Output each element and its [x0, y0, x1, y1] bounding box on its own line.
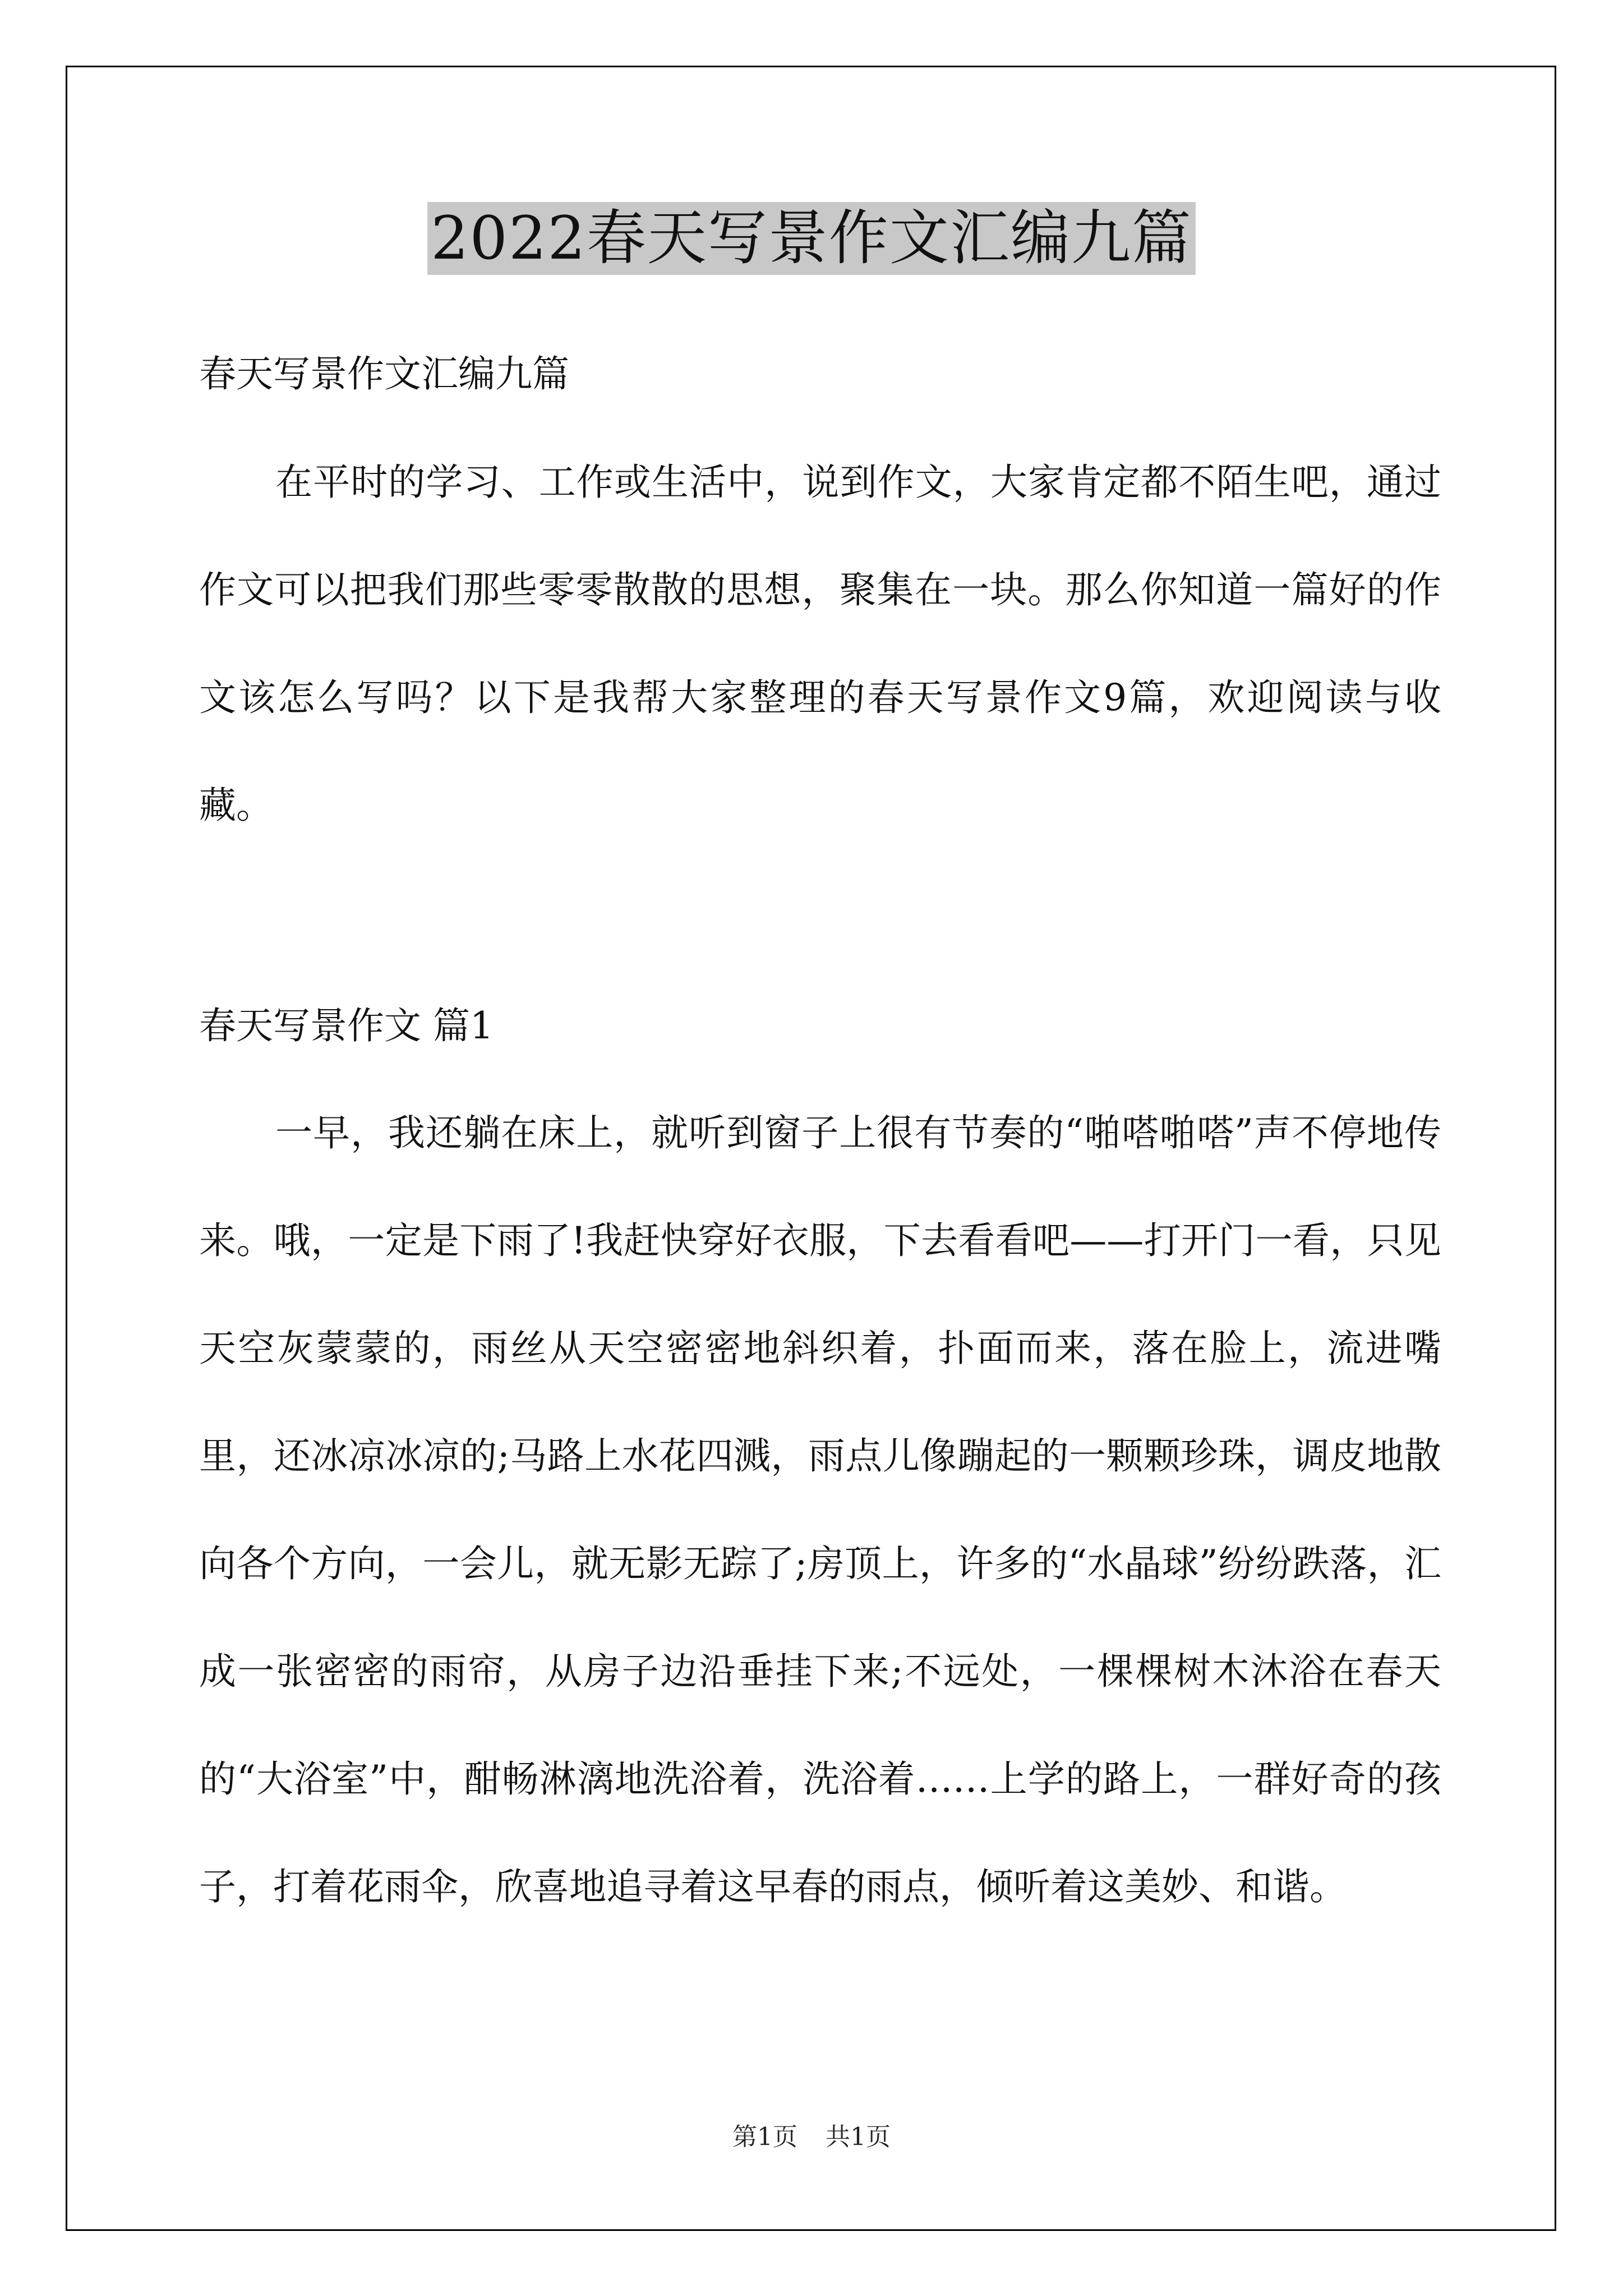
essay-paragraph: 一早，我还躺在床上，就听到窗子上很有节奏的“啪嗒啪嗒”声不停地传来。哦，一定是下雨了!我赶快穿好衣服，下去看看吧——打开门一看，只见天空灰蒙蒙的，雨丝从天空密密地斜织着，扑面而来，落在脸上，流进嘴里，还冰凉冰凉的;马路上水花四溅，雨点儿像蹦起的一颗颗珍珠，调皮地散向各个方向，一会儿，就无影无踪了;房顶上，许多的“水晶球”纷纷跌落，汇成一张密密的雨帘，从房子边沿垂挂下来;不远处，一棵棵树木沐浴在春天的“大浴室”中，酣畅淋漓地洗浴着，洗浴着……上学的路上，一群好奇的孩子，打着花雨伞，欣喜地追寻着这早春的雨点，倾听着这美妙、和谐。	[199, 1111, 1441, 1908]
intro-paragraph: 在平时的学习、工作或生活中，说到作文，大家肯定都不陌生吧，通过作文可以把我们那些零零散散的思想，聚集在一块。那么你知道一篇好的作文该怎么写吗？以下是我帮大家整理的春天写景作文9篇，欢迎阅读与收藏。	[199, 461, 1441, 827]
page-footer	[0, 2120, 1623, 2154]
page-number: 第1页	[732, 2123, 797, 2151]
page-total: 共1页	[826, 2123, 891, 2151]
document-body	[199, 348, 1441, 1941]
title-container	[0, 202, 1623, 275]
document-subtitle: 春天写景作文汇编九篇	[199, 352, 569, 395]
section-heading: 春天写景作文 篇1	[199, 1004, 494, 1047]
document-title: 2022春天写景作文汇编九篇	[427, 202, 1196, 275]
